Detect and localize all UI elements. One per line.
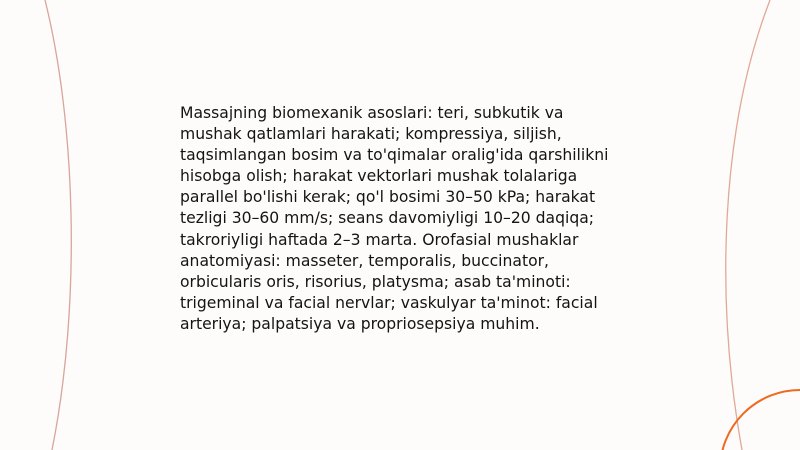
accent-circle	[720, 390, 800, 450]
right-curve	[726, 0, 770, 450]
slide-body-text: Massajning biomexanik asoslari: teri, subkutik va mushak qatlamlari harakati; kompressiya, siljish, taqsimlangan bosim va to'qimalar oralig'ida qarshilikni hisobga olish; harakat vektorlari mushak tolalariga parallel bo'lishi kerak; qo'l bosimi 30–50 kPa; harakat tezligi 30–60 mm/s; seans davomiyligi 10–20 daqiqa; takroriyligi haftada 2–3 marta. Orofasial mushaklar anatomiyasi: masseter, temporalis, buccinator, orbicularis oris, risorius, platysma; asab ta'minoti: trigeminal va facial nervlar; vaskulyar ta'minot: facial arteriya; palpatsiya va propriosepsiya muhim.	[180, 104, 609, 333]
left-curve	[45, 0, 71, 450]
